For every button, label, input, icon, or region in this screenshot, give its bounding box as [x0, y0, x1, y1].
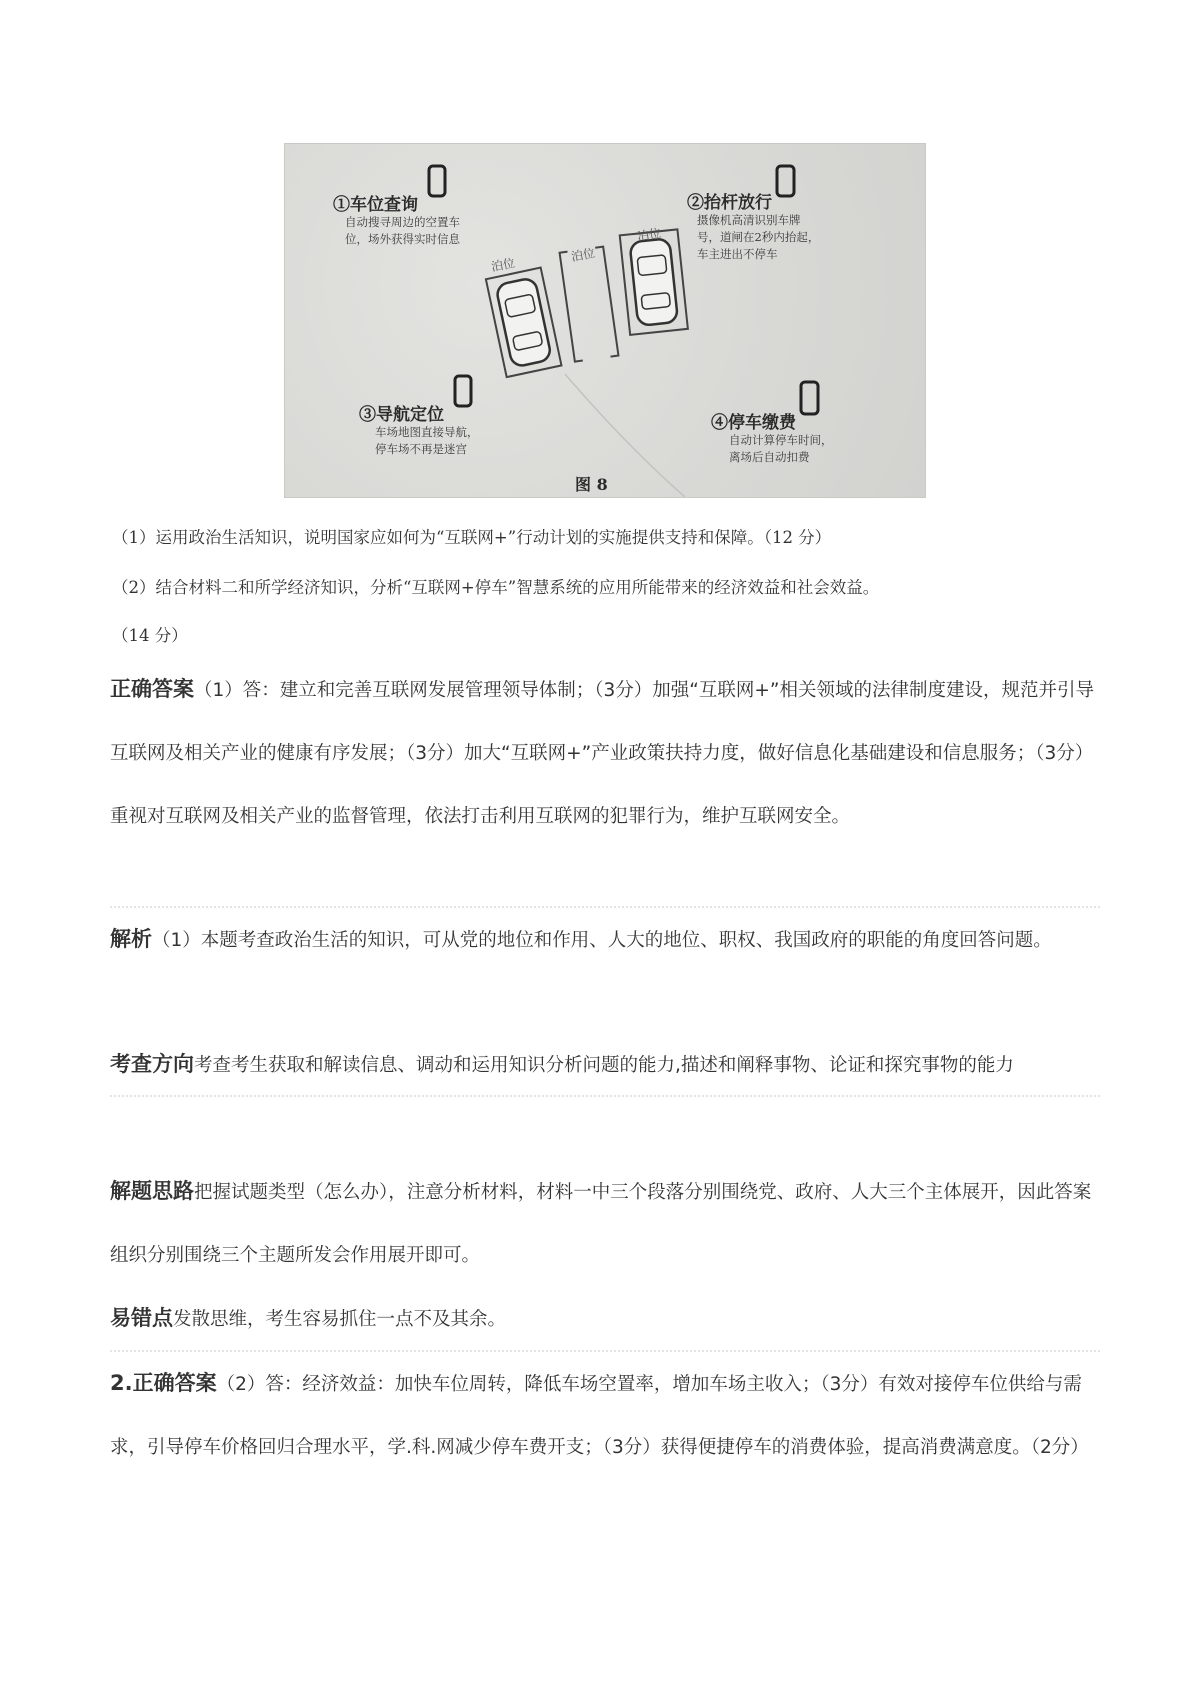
- phone-icon: [801, 382, 818, 414]
- step-1-title: ①车位查询: [333, 195, 418, 215]
- pitfall: [110, 1287, 1100, 1351]
- phone-icon: [429, 166, 445, 196]
- phone-icon: [777, 166, 794, 196]
- pitfall-text: 发散思维，考生容易抓住一点不及其余。: [173, 1309, 507, 1330]
- direction-text: 考查考生获取和解读信息、调动和运用知识分析问题的能力,描述和阐释事物、论证和探究事物的能力: [194, 1055, 1014, 1076]
- approach-text: 把握试题类型（怎么办），注意分析材料，材料一中三个段落分别围绕党、政府、人大三个主体展开，因此答案组织分别围绕三个主题所发会作用展开即可。: [110, 1182, 1092, 1266]
- step-4-title: ④停车缴费: [711, 413, 796, 433]
- slot-label: 泊位: [490, 256, 517, 274]
- step-2-desc-line: 车主进出不停车: [697, 247, 778, 261]
- step-1-desc-line: 位，场外获得实时信息: [345, 232, 460, 246]
- question-2: （2）结合材料二和所学经济知识，分析“互联网+停车”智慧系统的应用所能带来的经济效益和社会效益。: [112, 578, 880, 597]
- parking-slot-right: [620, 229, 688, 335]
- slot-label: 泊位: [570, 246, 597, 264]
- step-2-desc-line: 摄像机高清识别车牌: [697, 213, 801, 227]
- step-1-desc: [345, 214, 460, 248]
- step-4-desc-line: 自动计算停车时间，: [729, 433, 833, 447]
- step-3-desc-line: 车场地图直接导航，: [375, 425, 479, 439]
- parking-slot-middle: [560, 247, 619, 362]
- analysis-label: 解析: [110, 927, 152, 951]
- question-2-score: （14 分）: [112, 626, 188, 645]
- answer-1: [110, 658, 1100, 848]
- analysis: [110, 908, 1100, 972]
- divider: [110, 1095, 1100, 1097]
- step-2-desc: [697, 212, 819, 263]
- slot-label: 泊位: [636, 226, 663, 244]
- phone-icon: [455, 376, 471, 406]
- answer-2-label: 2.正确答案: [110, 1371, 217, 1395]
- step-3-desc: [375, 424, 479, 458]
- figure-caption: 图 8: [575, 475, 608, 494]
- step-2-desc-line: 号，道闸在2秒内抬起，: [697, 230, 820, 244]
- approach-label: 解题思路: [110, 1179, 194, 1203]
- step-3-title: ③导航定位: [359, 405, 444, 425]
- answer-2: [110, 1352, 1100, 1479]
- answer-2-text: （2）答：经济效益：加快车位周转，降低车场空置率，增加车场主收入；（3分）有效对接停车位供给与需求，引导停车价格回归合理水平，学.科.网减少停车费开支；（3分）获得便捷停车的消费体验，提高消费满意度。（2分）: [110, 1374, 1089, 1458]
- step-2-title: ②抬杆放行: [687, 193, 772, 213]
- step-3-desc-line: 停车场不再是迷宫: [375, 442, 467, 456]
- answer-1-text: （1）答：建立和完善互联网发展管理领导体制；（3分）加强“互联网+”相关领域的法律制度建设，规范并引导互联网及相关产业的健康有序发展；（3分）加大“互联网+”产业政策扶持力度，做好信息化基础建设和信息服务；（3分）重视对互联网及相关产业的监督管理，依法打击利用互联网的犯罪行为，维护互联网安全。: [110, 680, 1094, 827]
- figure-8: [284, 143, 926, 498]
- step-4-desc-line: 离场后自动扣费: [729, 450, 810, 464]
- analysis-text: （1）本题考查政治生活的知识，可从党的地位和作用、人大的地位、职权、我国政府的职能的角度回答问题。: [152, 930, 1052, 951]
- step-4-desc: [729, 432, 833, 466]
- answer-1-label: 正确答案: [110, 677, 194, 701]
- direction-label: 考查方向: [110, 1052, 194, 1076]
- solution-approach: [110, 1160, 1100, 1287]
- pitfall-label: 易错点: [110, 1306, 173, 1330]
- exam-direction: [110, 1033, 1100, 1097]
- parking-slot-left: [486, 268, 562, 377]
- question-1: （1）运用政治生活知识，说明国家应如何为“互联网+”行动计划的实施提供支持和保障。（12 分）: [112, 528, 832, 547]
- step-1-desc-line: 自动搜寻周边的空置车: [345, 215, 460, 229]
